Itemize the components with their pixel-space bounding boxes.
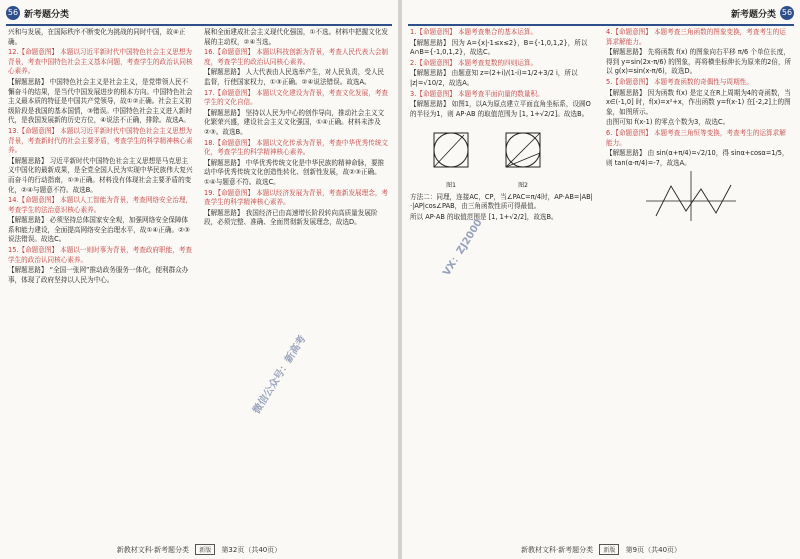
figure-2 [496,123,550,190]
solution-paragraph: 由图可知 f(x-1) 的零点个数为3，故选C。 [606,118,730,127]
question-intent-paragraph: 12.【命题意图】 本题以习近平新时代中国特色社会主义思想为背景，考查中国特色社会主义基本问题，考查学生的政治认同核心素养。 [8,48,193,76]
solution-paragraph: 【解题思路】 因为 A={x|-1≤x≤2}，B={-1,0,1,2}，所以 A∩B={-1,0,1,2}，故选C。 [410,38,588,57]
solution-paragraph: 【解题思路】 中国特色社会主义是社会主义，是党带领人民不懈奋斗的结果，是当代中国发展进步的根本方向。中国特色社会主义最本质的特征是中国共产党领导，故①②正确。社会主义初级阶段是我国的基本国情，③错误。中国特色社会主义进入新时代，是我国发展新的历史方位，④说法不正确，排除。故选A。 [8,77,193,125]
question-intent-paragraph: 15.【命题意图】 本题以一则时事为背景，考查政府职能，考查学生的政治认同核心素养。 [8,246,193,264]
question-intent-paragraph: 6.【命题意图】 本题考查三角恒等变换，考查考生的运算求解能力。 [606,128,786,147]
footer-page-tab: 新版 [195,544,215,555]
left-page-column-1 [8,28,194,533]
circle-square-diagram-icon [424,123,478,177]
geometry-figures [424,123,596,190]
solution-paragraph: 所以 AP·AB 的取值范围是 [1, 1+√2/2]，故选B。 [410,212,558,221]
right-page-footer [402,544,800,555]
solution-paragraph: 【解题思路】 坚持以人民为中心的创作导向，推动社会主义文化繁荣兴盛，建设社会主义文化强国，①④正确。材料未涉及②③。故选B。 [204,108,385,136]
brand-title: 新考题分类 [730,10,776,20]
figure-caption: 图2 [518,181,528,189]
figure-caption: 图1 [446,181,456,189]
solution-paragraph: 【解题思路】 中华优秀传统文化是中华民族的精神命脉，要推动中华优秀传统文化创造性转化、创新性发展，故②③正确。①④与题意不符。故选C。 [204,158,385,186]
question-intent-paragraph: 16.【命题意图】 本题以科技创新为背景，考查人民代表大会制度，考查学生的政治认同核心素养。 [204,48,389,66]
question-intent-paragraph: 4.【命题意图】 本题考查三角函数的图象变换，考查考生的运算求解能力。 [606,28,786,46]
question-intent-paragraph: 5.【命题意图】 本题考查函数的奇偶性与周期性。 [606,77,753,86]
watermark: 微信公众号：新高考 [251,333,309,416]
right-page-header [408,4,794,26]
solution-paragraph: 【解题思路】 因为函数 f(x) 是定义在R上周期为4的奇函数，当 x∈(-1,0] 时，f(x)=x²+x，作出函数 y=f(x-1) 在[-2,2]上的图象，如图所示。 [606,88,791,116]
right-page [402,0,800,559]
right-page-column-2 [606,28,792,533]
question-intent-paragraph: 18.【命题意图】 本题以文化传承为背景，考查中华优秀传统文化，考查学生的科学精神核心素养。 [204,138,389,157]
right-page-column-1 [410,28,596,533]
footer-page-tab: 新版 [599,544,619,555]
circle-square-diagram-icon [496,123,550,177]
question-intent-paragraph: 17.【命题意图】 本题以文化建设为背景，考查文化发展，考查学生的文化自信。 [204,88,389,107]
footer-title: 新教材文科·新考题分类 [520,546,594,554]
question-intent-paragraph: 19.【命题意图】 本题以经济发展为背景，考查新发展理念，考查学生的科学精神核心素养。 [204,188,389,207]
solution-paragraph: 【解题思路】 人大代表由人民选举产生，对人民负责，受人民监督，行使国家权力，①③正确。②④说法错误。故选A。 [204,68,385,86]
solution-paragraph: 【解题思路】 “全国一张网”推动政务服务一体化，便利群众办事，体现了政府坚持以人民为中心。 [8,266,189,284]
left-page-footer [0,544,398,555]
footer-page-number: 第32页（共40页） [221,546,282,554]
solution-paragraph: 【解题思路】 由 sin(α+π/4)=√2/10，得 sinα+cosα=1/5，则 tan(α-π/4)=-7，故选A。 [606,149,789,167]
solution-paragraph: 【解题思路】 如图1，以A为原点建立平面直角坐标系，设圆O的半径为1，则 AP·AB 的取值范围为 [1, 1+√2/2]。故选B。 [410,100,591,118]
left-page-header [6,4,392,26]
solution-paragraph: 【解题思路】 先将函数 f(x) 的图象向右平移 π/6 个单位长度，得到 y=sin(2x-π/6) 的图象，再将横坐标伸长为原来的2倍，所以 g(x)=sin(x-π/6)，故选D。 [606,48,792,76]
solution-paragraph: 【解题思路】 我国经济已由高速增长阶段转向高质量发展阶段，必须完整、准确、全面贯彻新发展理念，故选D。 [204,208,378,227]
footer-page-number: 第9页（共40页） [625,546,682,554]
brand-logo-icon: 56 [780,6,794,20]
watermark: VX：ZJ2000 [441,217,485,278]
solution-paragraph: 【解题思路】 由题意知 z=(2+i)/(1-i)=1/2+3/2 i，所以 |z|=√10/2，故选A。 [410,69,578,87]
footer-title: 新教材文科·新考题分类 [116,546,189,554]
solution-paragraph: 展和全面建成社会主义现代化强国，①不选。材料中把握文化发展的主动权，②④当选。 [204,28,388,46]
brand-title: 新考题分类 [24,10,70,20]
question-intent-paragraph: 13.【命题意图】 本题以习近平新时代中国特色社会主义思想为背景，考查新时代的社会主要矛盾，考查学生的科学精神核心素养。 [8,126,193,155]
left-page [0,0,398,559]
figure-1 [424,123,478,190]
brand-logo-icon: 56 [6,6,20,20]
question-intent-paragraph: 1.【命题意图】 本题考查集合的基本运算。 [410,28,538,36]
left-page-column-2 [204,28,390,533]
solution-paragraph: 兴和与发展，在国际秩序不断变化为挑战的同时中国，故④正确。 [8,28,186,46]
question-intent-paragraph: 3.【命题意图】 本题考查平面向量的数量积。 [410,89,544,98]
function-graph-icon [646,171,736,221]
question-intent-paragraph: 2.【命题意图】 本题考查复数的四则运算。 [410,58,538,67]
solution-paragraph: 方法二：同理，连接AC，CP，当∠PAC=π/4时，AP·AB=|AB|·|AP|cos∠PAB，由三角函数性质可得最值。 [410,192,593,211]
question-intent-paragraph: 14.【命题意图】 本题以人工智能为背景，考查网络安全治理，考查学生的法治意识核心素养。 [8,196,193,214]
solution-paragraph: 【解题思路】 必须坚持总体国家安全观，加强网络安全保障体系和能力建设，全面提高网络安全治理水平，故①④正确。②③说法错误。故选C。 [8,216,190,244]
solution-paragraph: 【解题思路】 习近平新时代中国特色社会主义思想是马克思主义中国化的最新成果，是全党全国人民为实现中华民族伟大复兴而奋斗的行动指南，①③正确。材料没有体现社会主要矛盾的变化，②④与题意不符。故选B。 [8,156,193,194]
